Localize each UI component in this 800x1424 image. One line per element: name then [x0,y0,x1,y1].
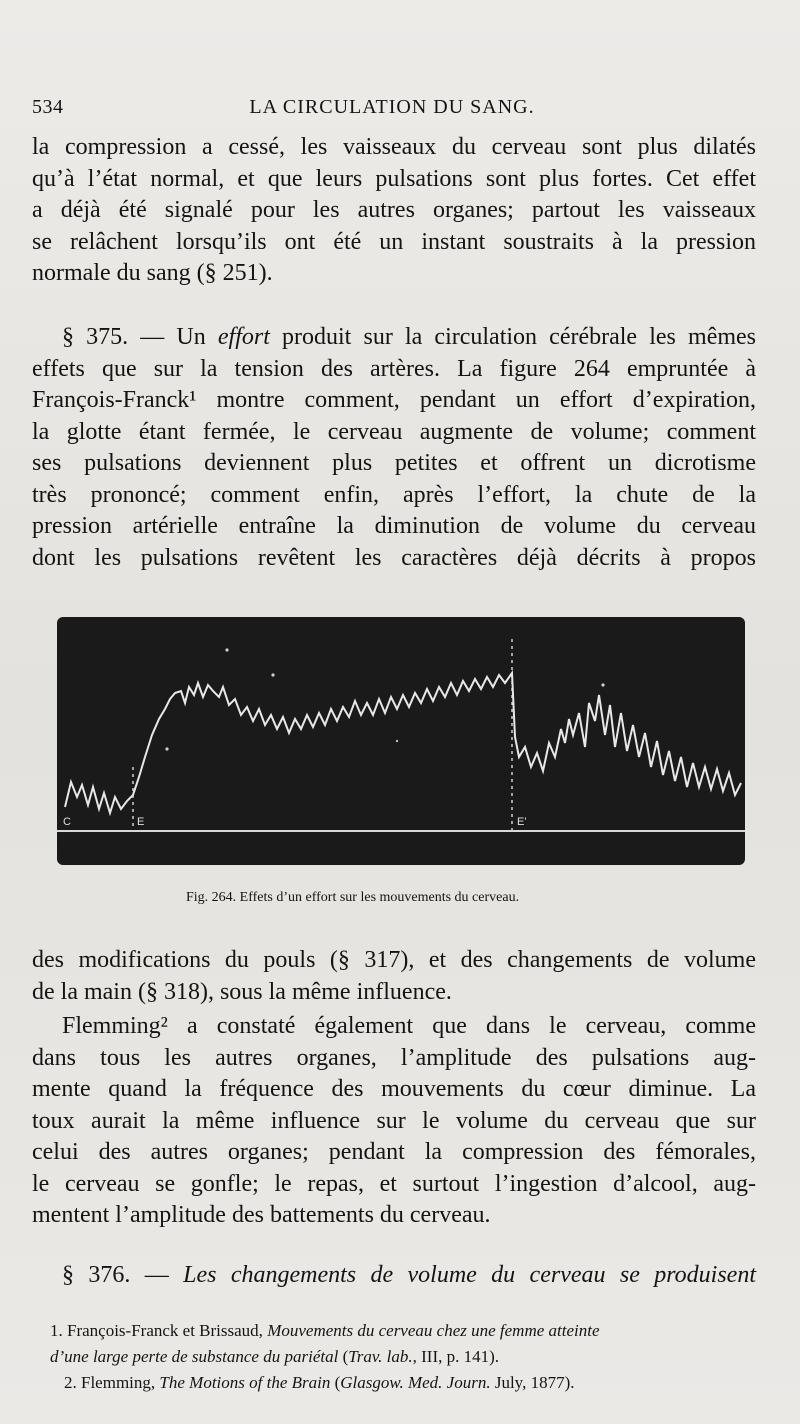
footnote-text: , III, p. 141). [412,1347,500,1366]
footnote-title: d’une large perte de substance du pariétal [50,1347,339,1366]
footnote-text: ( [330,1373,341,1392]
text-line: très prononcé; comment enfin, après l’effort, la chute de la [32,481,756,508]
footnote-2 [50,1370,770,1396]
paragraph-376 [32,1260,756,1292]
text-line: dont les pulsations revêtent les caractères déjà décrits à propos [32,544,756,571]
text-line: a déjà été signalé pour les autres organes; partout les vaisseaux [32,197,756,223]
footnote-number: 2. [64,1373,77,1392]
speck [225,648,228,651]
text-line: mente quand la fréquence des mouvements du cœur diminue. La [32,1076,756,1102]
footnote-text: ( [338,1347,349,1366]
footnote-text: July, 1877). [490,1373,575,1392]
text-line [32,322,756,354]
paragraph-1 [32,132,756,290]
footnote-title: Mouvements du cerveau chez une femme atteinte [267,1321,600,1340]
pulse-curve [65,673,741,813]
footnote-journal: Trav. lab. [348,1347,413,1366]
text-line: toux aurait la même influence sur le volume du cerveau que sur [32,1107,756,1134]
footnote-1-line-2 [50,1344,770,1370]
text-line: pression artérielle entraîne la diminution de volume du cerveau [32,513,756,539]
section-lead: § 376. — [62,1262,184,1288]
text-line: celui des autres organes; pendant la compression des fémorales, [32,1139,756,1165]
marker-c: C [63,816,71,828]
pulse-tracing [57,617,745,865]
text-line: ses pulsations deviennent plus petites et offrent un dicrotisme [32,450,756,476]
figure-caption: Fig. 264. Effets d’un effort sur les mouvements du cerveau. [186,890,520,905]
marker-e-prime: E' [517,816,527,828]
speck [165,747,168,750]
text-run: produit sur la circulation cérébrale les mêmes [269,324,757,350]
text-line: normale du sang (§ 251). [32,260,273,286]
text-line: François-Franck¹ montre comment, pendant un effort d’expiration, [32,387,756,413]
paragraph-375 [32,322,756,574]
text-line: dans tous les autres organes, l’amplitude des pulsations aug- [32,1044,756,1071]
footnote-number: 1. [50,1321,63,1340]
text-line: se relâchent lorsqu’ils ont été un instant soustraits à la pression [32,228,756,255]
footnote-text: François-Franck et Brissaud, [62,1321,268,1340]
footnote-text: Flemming, [76,1373,160,1392]
text-line: qu’à l’état normal, et que leurs pulsations sont plus fortes. Cet effet [32,165,756,192]
emphasis: effort [217,324,270,350]
paragraph-flemming [32,1011,756,1232]
section-lead: § 375. — Un [62,324,218,350]
text-line: effets que sur la tension des artères. La figure 264 empruntée à [32,355,756,382]
text-line: la compression a cessé, les vaisseaux du cerveau sont plus dilatés [32,134,756,160]
footnotes [50,1318,770,1396]
text-line: Flemming² a constaté également que dans le cerveau, comme [62,1013,756,1039]
text-line: la glotte étant fermée, le cerveau augmente de volume; comment [32,418,756,445]
text-line [32,1260,756,1292]
footnote-1-line-1 [50,1318,770,1344]
speck [396,740,398,742]
speck [271,673,274,676]
paragraph-3 [32,945,756,1008]
speck [601,683,604,686]
text-line: mentent l’amplitude des battements du cerveau. [32,1202,491,1228]
figure-264-tracing [57,617,745,865]
page-header [32,96,752,124]
running-title: LA CIRCULATION DU SANG. [249,96,535,118]
marker-e: E [137,816,145,828]
footnote-journal: Glasgow. Med. Journ. [340,1373,491,1392]
page-number: 534 [32,96,64,118]
text-line: des modifications du pouls (§ 317), et des changements de volume [32,947,756,973]
footnote-title: The Motions of the Brain [159,1373,331,1392]
text-line: le cerveau se gonfle; le repas, et surtout l’ingestion d’alcool, aug- [32,1170,756,1197]
emphasis: Les changements de volume du cerveau se produisent [183,1262,757,1288]
text-line: de la main (§ 318), sous la même influence. [32,978,452,1005]
